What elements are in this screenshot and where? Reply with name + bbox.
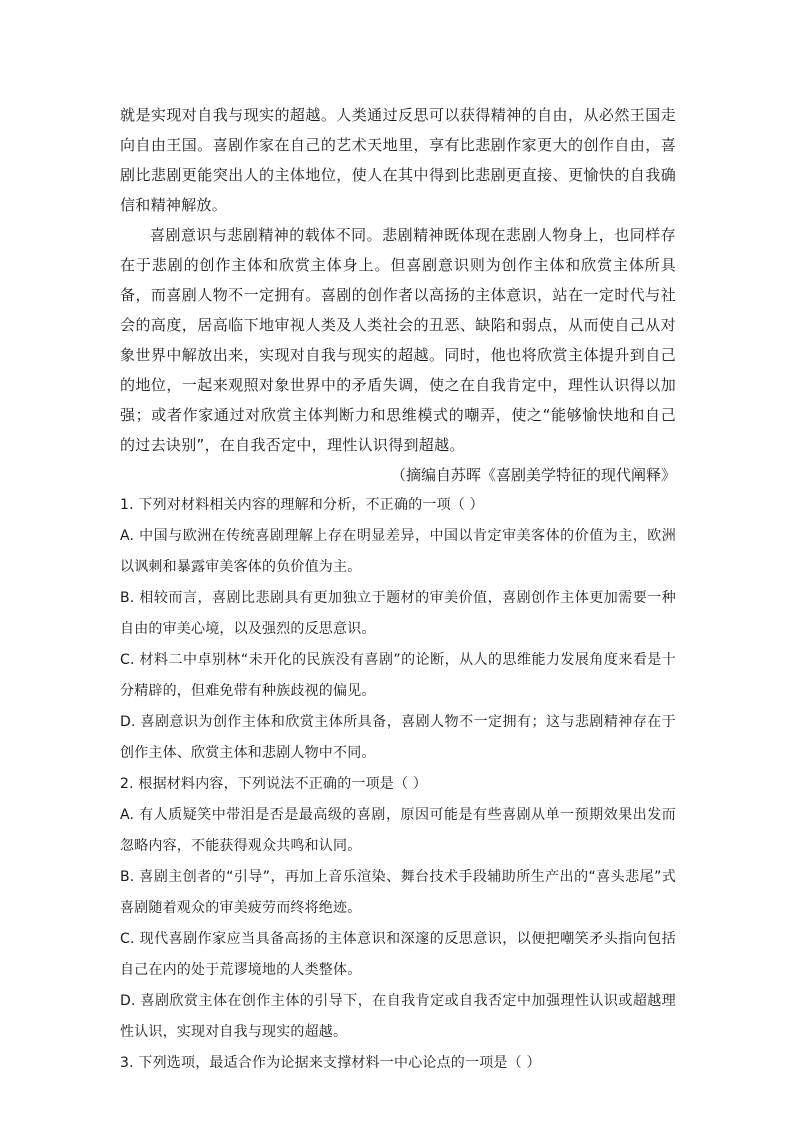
passage-source: （摘编自苏晖《喜剧美学特征的现代阐释》 xyxy=(390,466,676,484)
question-option: A. 有人质疑笑中带泪是否是最高级的喜剧，原因可能是有些喜剧从单一预期效果出发而忽略内容，不能获得观众共鸣和认同。 xyxy=(120,807,676,854)
question-option: D. 喜剧意识为创作主体和欣赏主体所具备，喜剧人物不一定拥有；这与悲剧精神存在于创作主体、欣赏主体和悲剧人物中不同。 xyxy=(120,714,676,761)
question-2 xyxy=(120,769,676,1048)
question-option: C. 现代喜剧作家应当具备高扬的主体意识和深邃的反思意识，以便把嘲笑矛头指向包括自己在内的处于荒谬境地的人类整体。 xyxy=(120,931,676,978)
question-stem: 3. 下列选项，最适合作为论据来支撑材料一中心论点的一项是（ ） xyxy=(120,1055,541,1071)
question-option: A. 中国与欧洲在传统喜剧理解上存在明显差异，中国以肯定审美客体的价值为主，欧洲以讽刺和暴露审美客体的负价值为主。 xyxy=(120,528,676,575)
question-option: B. 相较而言，喜剧比悲剧具有更加独立于题材的审美价值，喜剧创作主体更加需要一种自由的审美心境，以及强烈的反思意识。 xyxy=(120,590,676,637)
question-3 xyxy=(120,1048,676,1079)
document-page xyxy=(120,100,676,1079)
question-option: D. 喜剧欣赏主体在创作主体的引导下，在自我肯定或自我否定中加强理性认识或超越理性认识，实现对自我与现实的超越。 xyxy=(120,993,676,1040)
passage-paragraph-1: 就是实现对自我与现实的超越。人类通过反思可以获得精神的自由，从必然王国走向自由王国。喜剧作家在自己的艺术天地里，享有比悲剧作家更大的创作自由，喜剧比悲剧更能突出人的主体地位，使人在其中得到比悲剧更直接、更愉快的自我确信和精神解放。 xyxy=(120,106,676,214)
question-1 xyxy=(120,490,676,769)
question-option: B. 喜剧主创者的“引导”，再加上音乐渲染、舞台技术手段辅助所生产出的“喜头悲尾”式喜剧随着观众的审美疲劳而终将绝迹。 xyxy=(120,869,676,916)
question-option: C. 材料二中卓别林“未开化的民族没有喜剧”的论断，从人的思维能力发展角度来看是十分精辟的，但难免带有种族歧视的偏见。 xyxy=(120,652,676,699)
question-stem: 1. 下列对材料相关内容的理解和分析，不正确的一项（ ） xyxy=(120,497,484,513)
passage-paragraph-2: 喜剧意识与悲剧精神的载体不同。悲剧精神既体现在悲剧人物身上，也同样存在于悲剧的创作主体和欣赏主体身上。但喜剧意识则为创作主体和欣赏主体所具备，而喜剧人物不一定拥有。喜剧的创作者以高扬的主体意识，站在一定时代与社会的高度，居高临下地审视人类及人类社会的丑恶、缺陷和弱点，从而使自己从对象世界中解放出来，实现对自我与现实的超越。同时，他也将欣赏主体提升到自己的地位，一起来观照对象世界中的矛盾失调，使之在自我肯定中，理性认识得以加强；或者作家通过对欣赏主体判断力和思维模式的嘲弄，使之“能够愉快地和自己的过去诀别”，在自我否定中，理性认识得到超越。 xyxy=(120,226,676,454)
question-stem: 2. 根据材料内容，下列说法不正确的一项是（ ） xyxy=(120,776,428,792)
